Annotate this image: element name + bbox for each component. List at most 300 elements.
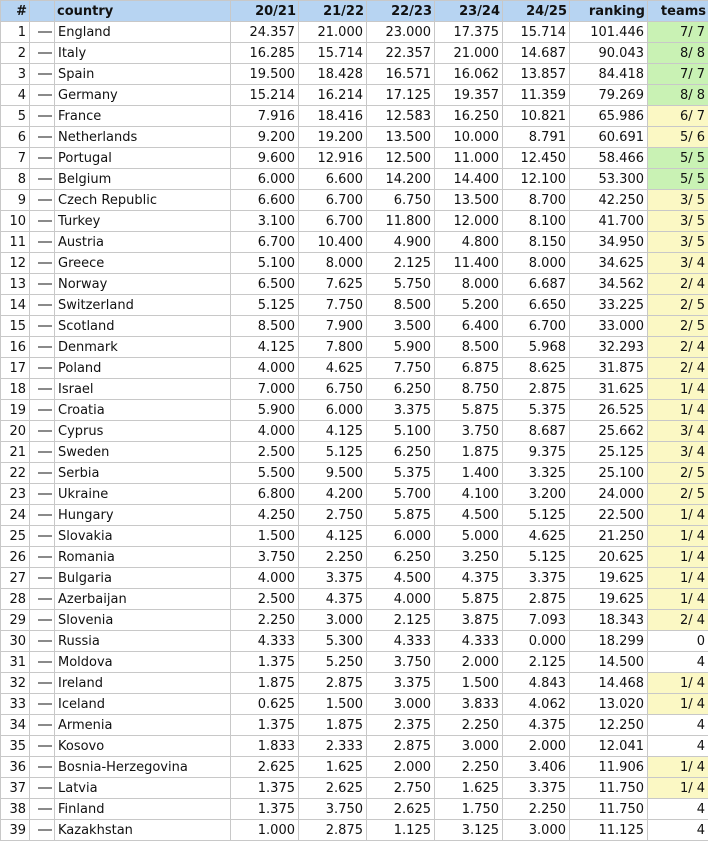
table-row[interactable] xyxy=(1,337,708,358)
score-2021-cell: 19.500 xyxy=(231,64,299,85)
country-cell: Bosnia-Herzegovina xyxy=(55,757,231,778)
score-2021-cell: 5.900 xyxy=(231,400,299,421)
table-row[interactable] xyxy=(1,358,708,379)
no-change-icon xyxy=(38,388,52,390)
score-2324-cell: 8.000 xyxy=(435,274,503,295)
score-2122-cell: 19.200 xyxy=(299,127,367,148)
country-cell: Turkey xyxy=(55,211,231,232)
teams-cell: 1/ 4 xyxy=(648,757,708,778)
score-2122-cell: 2.333 xyxy=(299,736,367,757)
ranking-cell: 24.000 xyxy=(570,484,648,505)
score-2324-cell: 3.875 xyxy=(435,610,503,631)
score-2122-cell: 2.250 xyxy=(299,547,367,568)
rank-cell: 18 xyxy=(1,379,30,400)
score-2021-cell: 1.375 xyxy=(231,778,299,799)
rank-cell: 33 xyxy=(1,694,30,715)
header-row xyxy=(1,1,708,22)
score-2122-cell: 2.750 xyxy=(299,505,367,526)
col-header-country[interactable]: country xyxy=(55,1,231,22)
no-change-icon xyxy=(38,556,52,558)
table-row[interactable] xyxy=(1,64,708,85)
rank-cell: 38 xyxy=(1,799,30,820)
score-2425-cell: 8.791 xyxy=(503,127,570,148)
score-2324-cell: 1.625 xyxy=(435,778,503,799)
table-row[interactable] xyxy=(1,400,708,421)
teams-cell: 2/ 5 xyxy=(648,484,708,505)
rank-cell: 5 xyxy=(1,106,30,127)
score-2021-cell: 6.600 xyxy=(231,190,299,211)
no-change-icon xyxy=(38,829,52,831)
no-change-icon xyxy=(38,136,52,138)
score-2021-cell: 4.000 xyxy=(231,358,299,379)
score-2223-cell: 14.200 xyxy=(367,169,435,190)
score-2122-cell: 10.400 xyxy=(299,232,367,253)
ranking-cell: 14.468 xyxy=(570,673,648,694)
teams-cell: 2/ 5 xyxy=(648,295,708,316)
score-2425-cell: 8.687 xyxy=(503,421,570,442)
score-2122-cell: 5.250 xyxy=(299,652,367,673)
teams-cell: 1/ 4 xyxy=(648,505,708,526)
ranking-cell: 32.293 xyxy=(570,337,648,358)
trend-cell xyxy=(30,43,55,64)
score-2223-cell: 2.125 xyxy=(367,253,435,274)
trend-cell xyxy=(30,715,55,736)
country-cell: Romania xyxy=(55,547,231,568)
table-row[interactable] xyxy=(1,169,708,190)
country-cell: Spain xyxy=(55,64,231,85)
trend-cell xyxy=(30,169,55,190)
table-row[interactable] xyxy=(1,610,708,631)
ranking-cell: 84.418 xyxy=(570,64,648,85)
score-2425-cell: 4.843 xyxy=(503,673,570,694)
trend-cell xyxy=(30,547,55,568)
teams-cell: 3/ 4 xyxy=(648,253,708,274)
trend-cell xyxy=(30,484,55,505)
score-2122-cell: 9.500 xyxy=(299,463,367,484)
country-cell: Slovakia xyxy=(55,526,231,547)
score-2122-cell: 2.875 xyxy=(299,820,367,841)
no-change-icon xyxy=(38,535,52,537)
score-2324-cell: 13.500 xyxy=(435,190,503,211)
country-cell: Belgium xyxy=(55,169,231,190)
country-cell: Israel xyxy=(55,379,231,400)
teams-cell: 1/ 4 xyxy=(648,778,708,799)
rank-cell: 10 xyxy=(1,211,30,232)
ranking-cell: 18.343 xyxy=(570,610,648,631)
score-2425-cell: 14.687 xyxy=(503,43,570,64)
score-2223-cell: 2.125 xyxy=(367,610,435,631)
table-row[interactable] xyxy=(1,316,708,337)
rank-cell: 19 xyxy=(1,400,30,421)
table-row[interactable] xyxy=(1,736,708,757)
table-row[interactable] xyxy=(1,232,708,253)
country-cell: France xyxy=(55,106,231,127)
score-2425-cell: 4.062 xyxy=(503,694,570,715)
ranking-cell: 31.625 xyxy=(570,379,648,400)
score-2021-cell: 24.357 xyxy=(231,22,299,43)
table-row[interactable] xyxy=(1,211,708,232)
no-change-icon xyxy=(38,409,52,411)
col-header-2324[interactable]: 23/24 xyxy=(435,1,503,22)
col-header-2021[interactable]: 20/21 xyxy=(231,1,299,22)
score-2122-cell: 1.500 xyxy=(299,694,367,715)
trend-cell xyxy=(30,253,55,274)
ranking-cell: 12.250 xyxy=(570,715,648,736)
table-row[interactable] xyxy=(1,190,708,211)
table-row[interactable] xyxy=(1,421,708,442)
col-header-2122[interactable]: 21/22 xyxy=(299,1,367,22)
no-change-icon xyxy=(38,262,52,264)
score-2021-cell: 2.500 xyxy=(231,442,299,463)
trend-cell xyxy=(30,568,55,589)
ranking-cell: 34.625 xyxy=(570,253,648,274)
rank-cell: 2 xyxy=(1,43,30,64)
score-2223-cell: 3.375 xyxy=(367,673,435,694)
score-2223-cell: 23.000 xyxy=(367,22,435,43)
ranking-cell: 11.750 xyxy=(570,778,648,799)
no-change-icon xyxy=(38,640,52,642)
col-header-rank[interactable]: # xyxy=(1,1,30,22)
score-2324-cell: 4.500 xyxy=(435,505,503,526)
table-body xyxy=(1,22,708,841)
trend-cell xyxy=(30,295,55,316)
teams-cell: 1/ 4 xyxy=(648,589,708,610)
teams-cell: 5/ 6 xyxy=(648,127,708,148)
score-2324-cell: 11.400 xyxy=(435,253,503,274)
score-2425-cell: 11.359 xyxy=(503,85,570,106)
rank-cell: 25 xyxy=(1,526,30,547)
score-2122-cell: 8.000 xyxy=(299,253,367,274)
score-2122-cell: 5.300 xyxy=(299,631,367,652)
ranking-cell: 34.562 xyxy=(570,274,648,295)
score-2223-cell: 3.750 xyxy=(367,652,435,673)
table-row[interactable] xyxy=(1,22,708,43)
table-row[interactable] xyxy=(1,253,708,274)
table-row[interactable] xyxy=(1,778,708,799)
table-row[interactable] xyxy=(1,379,708,400)
rank-cell: 36 xyxy=(1,757,30,778)
score-2122-cell: 21.000 xyxy=(299,22,367,43)
score-2021-cell: 1.375 xyxy=(231,715,299,736)
trend-cell xyxy=(30,106,55,127)
no-change-icon xyxy=(38,178,52,180)
teams-cell: 4 xyxy=(648,736,708,757)
table-row[interactable] xyxy=(1,43,708,64)
country-cell: Kazakhstan xyxy=(55,820,231,841)
ranking-cell: 13.020 xyxy=(570,694,648,715)
score-2122-cell: 12.916 xyxy=(299,148,367,169)
no-change-icon xyxy=(38,346,52,348)
ranking-cell: 33.000 xyxy=(570,316,648,337)
trend-cell xyxy=(30,379,55,400)
table-row[interactable] xyxy=(1,694,708,715)
trend-cell xyxy=(30,337,55,358)
score-2425-cell: 8.700 xyxy=(503,190,570,211)
score-2223-cell: 5.700 xyxy=(367,484,435,505)
table-row[interactable] xyxy=(1,547,708,568)
rank-cell: 32 xyxy=(1,673,30,694)
no-change-icon xyxy=(38,52,52,54)
score-2324-cell: 3.250 xyxy=(435,547,503,568)
score-2223-cell: 3.000 xyxy=(367,694,435,715)
score-2122-cell: 16.214 xyxy=(299,85,367,106)
score-2223-cell: 16.571 xyxy=(367,64,435,85)
score-2324-cell: 5.000 xyxy=(435,526,503,547)
country-cell: Hungary xyxy=(55,505,231,526)
rank-cell: 6 xyxy=(1,127,30,148)
no-change-icon xyxy=(38,451,52,453)
score-2425-cell: 2.875 xyxy=(503,379,570,400)
score-2425-cell: 4.375 xyxy=(503,715,570,736)
table-row[interactable] xyxy=(1,295,708,316)
score-2223-cell: 2.000 xyxy=(367,757,435,778)
score-2223-cell: 5.375 xyxy=(367,463,435,484)
rank-cell: 28 xyxy=(1,589,30,610)
country-cell: Croatia xyxy=(55,400,231,421)
score-2425-cell: 0.000 xyxy=(503,631,570,652)
teams-cell: 1/ 4 xyxy=(648,673,708,694)
table-row[interactable] xyxy=(1,274,708,295)
trend-cell xyxy=(30,673,55,694)
no-change-icon xyxy=(38,241,52,243)
rank-cell: 11 xyxy=(1,232,30,253)
score-2021-cell: 6.500 xyxy=(231,274,299,295)
score-2324-cell: 14.400 xyxy=(435,169,503,190)
ranking-cell: 101.446 xyxy=(570,22,648,43)
score-2324-cell: 11.000 xyxy=(435,148,503,169)
score-2021-cell: 9.200 xyxy=(231,127,299,148)
score-2324-cell: 5.200 xyxy=(435,295,503,316)
no-change-icon xyxy=(38,577,52,579)
teams-cell: 3/ 5 xyxy=(648,211,708,232)
teams-cell: 1/ 4 xyxy=(648,694,708,715)
col-header-ranking[interactable]: ranking xyxy=(570,1,648,22)
table-row[interactable] xyxy=(1,106,708,127)
country-cell: Cyprus xyxy=(55,421,231,442)
table-row[interactable] xyxy=(1,484,708,505)
trend-cell xyxy=(30,505,55,526)
score-2324-cell: 3.000 xyxy=(435,736,503,757)
trend-cell xyxy=(30,22,55,43)
table-row[interactable] xyxy=(1,85,708,106)
no-change-icon xyxy=(38,325,52,327)
score-2324-cell: 1.750 xyxy=(435,799,503,820)
country-cell: Italy xyxy=(55,43,231,64)
table-row[interactable] xyxy=(1,442,708,463)
country-cell: Scotland xyxy=(55,316,231,337)
score-2223-cell: 2.375 xyxy=(367,715,435,736)
score-2425-cell: 12.450 xyxy=(503,148,570,169)
score-2021-cell: 4.333 xyxy=(231,631,299,652)
rank-cell: 30 xyxy=(1,631,30,652)
table-row[interactable] xyxy=(1,505,708,526)
score-2324-cell: 5.875 xyxy=(435,400,503,421)
score-2021-cell: 5.100 xyxy=(231,253,299,274)
score-2425-cell: 12.100 xyxy=(503,169,570,190)
score-2021-cell: 6.800 xyxy=(231,484,299,505)
no-change-icon xyxy=(38,304,52,306)
col-header-teams[interactable]: teams xyxy=(648,1,708,22)
teams-cell: 2/ 4 xyxy=(648,358,708,379)
trend-cell xyxy=(30,64,55,85)
country-cell: Russia xyxy=(55,631,231,652)
col-header-2223[interactable]: 22/23 xyxy=(367,1,435,22)
teams-cell: 8/ 8 xyxy=(648,43,708,64)
score-2122-cell: 5.125 xyxy=(299,442,367,463)
no-change-icon xyxy=(38,724,52,726)
table-row[interactable] xyxy=(1,673,708,694)
score-2324-cell: 6.400 xyxy=(435,316,503,337)
ranking-cell: 58.466 xyxy=(570,148,648,169)
trend-cell xyxy=(30,190,55,211)
score-2324-cell: 16.250 xyxy=(435,106,503,127)
trend-cell xyxy=(30,694,55,715)
teams-cell: 4 xyxy=(648,652,708,673)
no-change-icon xyxy=(38,661,52,663)
ranking-cell: 90.043 xyxy=(570,43,648,64)
teams-cell: 1/ 4 xyxy=(648,568,708,589)
no-change-icon xyxy=(38,493,52,495)
teams-cell: 7/ 7 xyxy=(648,64,708,85)
no-change-icon xyxy=(38,73,52,75)
ranking-cell: 25.100 xyxy=(570,463,648,484)
ranking-cell: 53.300 xyxy=(570,169,648,190)
ranking-cell: 79.269 xyxy=(570,85,648,106)
score-2021-cell: 4.000 xyxy=(231,568,299,589)
score-2122-cell: 4.125 xyxy=(299,421,367,442)
rank-cell: 4 xyxy=(1,85,30,106)
rank-cell: 13 xyxy=(1,274,30,295)
trend-cell xyxy=(30,127,55,148)
table-row[interactable] xyxy=(1,799,708,820)
score-2021-cell: 5.500 xyxy=(231,463,299,484)
trend-cell xyxy=(30,820,55,841)
rank-cell: 22 xyxy=(1,463,30,484)
score-2425-cell: 13.857 xyxy=(503,64,570,85)
no-change-icon xyxy=(38,94,52,96)
ranking-cell: 11.906 xyxy=(570,757,648,778)
teams-cell: 1/ 4 xyxy=(648,526,708,547)
ranking-cell: 41.700 xyxy=(570,211,648,232)
table-row[interactable] xyxy=(1,631,708,652)
score-2324-cell: 8.500 xyxy=(435,337,503,358)
trend-cell xyxy=(30,631,55,652)
trend-cell xyxy=(30,232,55,253)
country-cell: Serbia xyxy=(55,463,231,484)
score-2425-cell: 3.200 xyxy=(503,484,570,505)
score-2324-cell: 6.875 xyxy=(435,358,503,379)
score-2425-cell: 3.375 xyxy=(503,778,570,799)
ranking-cell: 12.041 xyxy=(570,736,648,757)
score-2223-cell: 4.000 xyxy=(367,589,435,610)
score-2223-cell: 22.357 xyxy=(367,43,435,64)
score-2021-cell: 9.600 xyxy=(231,148,299,169)
table-row[interactable] xyxy=(1,652,708,673)
score-2122-cell: 2.625 xyxy=(299,778,367,799)
score-2425-cell: 6.700 xyxy=(503,316,570,337)
table-row[interactable] xyxy=(1,127,708,148)
table-row[interactable] xyxy=(1,589,708,610)
country-cell: Azerbaijan xyxy=(55,589,231,610)
score-2425-cell: 8.100 xyxy=(503,211,570,232)
table-row[interactable] xyxy=(1,757,708,778)
no-change-icon xyxy=(38,367,52,369)
score-2122-cell: 6.000 xyxy=(299,400,367,421)
score-2324-cell: 4.375 xyxy=(435,568,503,589)
score-2425-cell: 2.875 xyxy=(503,589,570,610)
score-2021-cell: 1.833 xyxy=(231,736,299,757)
no-change-icon xyxy=(38,115,52,117)
no-change-icon xyxy=(38,619,52,621)
score-2425-cell: 4.625 xyxy=(503,526,570,547)
score-2425-cell: 3.375 xyxy=(503,568,570,589)
score-2223-cell: 8.500 xyxy=(367,295,435,316)
rank-cell: 29 xyxy=(1,610,30,631)
score-2324-cell: 4.800 xyxy=(435,232,503,253)
score-2223-cell: 2.625 xyxy=(367,799,435,820)
score-2425-cell: 3.000 xyxy=(503,820,570,841)
table-row[interactable] xyxy=(1,568,708,589)
rank-cell: 15 xyxy=(1,316,30,337)
table-row[interactable] xyxy=(1,715,708,736)
trend-cell xyxy=(30,757,55,778)
score-2425-cell: 8.150 xyxy=(503,232,570,253)
no-change-icon xyxy=(38,745,52,747)
score-2425-cell: 6.687 xyxy=(503,274,570,295)
country-cell: Sweden xyxy=(55,442,231,463)
ranking-cell: 31.875 xyxy=(570,358,648,379)
country-cell: Ireland xyxy=(55,673,231,694)
table-row[interactable] xyxy=(1,148,708,169)
no-change-icon xyxy=(38,472,52,474)
score-2122-cell: 6.700 xyxy=(299,211,367,232)
teams-cell: 4 xyxy=(648,799,708,820)
score-2425-cell: 10.821 xyxy=(503,106,570,127)
no-change-icon xyxy=(38,787,52,789)
teams-cell: 6/ 7 xyxy=(648,106,708,127)
trend-cell xyxy=(30,610,55,631)
score-2324-cell: 2.250 xyxy=(435,757,503,778)
score-2223-cell: 3.375 xyxy=(367,400,435,421)
col-header-2425[interactable]: 24/25 xyxy=(503,1,570,22)
score-2223-cell: 11.800 xyxy=(367,211,435,232)
score-2021-cell: 5.125 xyxy=(231,295,299,316)
trend-cell xyxy=(30,400,55,421)
table-row[interactable] xyxy=(1,463,708,484)
score-2021-cell: 7.000 xyxy=(231,379,299,400)
score-2223-cell: 3.500 xyxy=(367,316,435,337)
score-2223-cell: 17.125 xyxy=(367,85,435,106)
score-2223-cell: 12.500 xyxy=(367,148,435,169)
rank-cell: 31 xyxy=(1,652,30,673)
trend-cell xyxy=(30,589,55,610)
score-2425-cell: 5.968 xyxy=(503,337,570,358)
ranking-cell: 42.250 xyxy=(570,190,648,211)
rank-cell: 39 xyxy=(1,820,30,841)
teams-cell: 0 xyxy=(648,631,708,652)
teams-cell: 2/ 4 xyxy=(648,610,708,631)
score-2223-cell: 6.250 xyxy=(367,547,435,568)
teams-cell: 5/ 5 xyxy=(648,148,708,169)
score-2122-cell: 18.416 xyxy=(299,106,367,127)
ranking-cell: 14.500 xyxy=(570,652,648,673)
table-row[interactable] xyxy=(1,526,708,547)
table-row[interactable] xyxy=(1,820,708,841)
score-2324-cell: 1.500 xyxy=(435,673,503,694)
score-2021-cell: 15.214 xyxy=(231,85,299,106)
trend-cell xyxy=(30,463,55,484)
score-2021-cell: 1.875 xyxy=(231,673,299,694)
